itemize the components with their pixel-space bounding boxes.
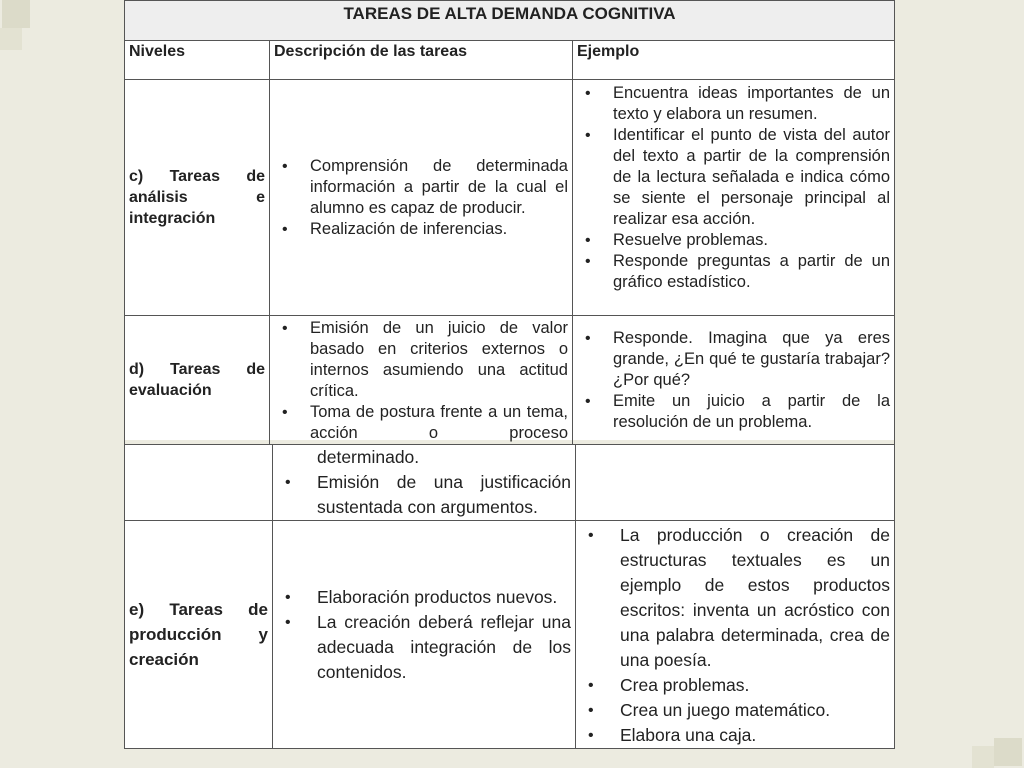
- list-item: • Crea un juego matemático.: [580, 698, 890, 723]
- table-row: [125, 80, 895, 316]
- level-line: análisis e: [129, 189, 265, 206]
- list-item: • Responde preguntas a partir de un gráfico estadístico.: [577, 251, 890, 293]
- description-cell-c: [270, 80, 573, 316]
- list-item: • La producción o creación de estructuras textuales es un ejemplo de estos productos escritos: inventa un acróstico con una palabra determinada, crea de una poesía.: [580, 523, 890, 673]
- description-cell-d-cont: [273, 445, 576, 521]
- header-ejemplo: Ejemplo: [573, 41, 895, 80]
- list-item: • Comprensión de determinada información a partir de la cual el alumno es capaz de producir.: [274, 156, 568, 219]
- list-item: • Encuentra ideas importantes de un texto y elabora un resumen.: [577, 83, 890, 125]
- table-title: TAREAS DE ALTA DEMANDA COGNITIVA: [125, 1, 895, 41]
- list-item: • Emisión de una justificación sustentada con argumentos.: [277, 470, 571, 520]
- corner-decoration: [994, 738, 1022, 766]
- cognitive-demand-table-continued: [124, 444, 895, 749]
- list-item: • Emisión de un juicio de valor basado en criterios externos o internos asumiendo una actitud crítica.: [274, 318, 568, 402]
- list-item: • Responde. Imagina que ya eres grande, ¿En qué te gustaría trabajar? ¿Por qué?: [577, 328, 890, 391]
- header-niveles: Niveles: [125, 41, 270, 80]
- description-cell-e: [273, 521, 576, 749]
- list-item: • Resuelve problemas.: [577, 230, 890, 251]
- level-line: producción y: [129, 625, 268, 644]
- table-row: [125, 445, 895, 521]
- level-cell-c: [125, 80, 270, 316]
- list-item: • Elaboración productos nuevos.: [277, 585, 571, 610]
- level-cell-d: [125, 316, 270, 445]
- level-label-c: [129, 166, 265, 229]
- level-cell-e: [125, 521, 273, 749]
- level-line: c) Tareas de: [129, 168, 265, 185]
- list-item: • Emite un juicio a partir de la resolución de un problema.: [577, 391, 890, 433]
- list-item: • Crea problemas.: [580, 673, 890, 698]
- description-cell-d: [270, 316, 573, 445]
- level-label-e: [129, 597, 268, 672]
- level-line: d) Tareas de: [129, 361, 265, 378]
- list-item: • Realización de inferencias.: [274, 219, 568, 240]
- example-cell-d-cont: [576, 445, 895, 521]
- table-row: [125, 316, 895, 445]
- list-item: • Elabora una caja.: [580, 723, 890, 748]
- list-item: • Toma de postura frente a un tema, acción o proceso: [274, 402, 568, 444]
- corner-decoration: [972, 746, 994, 768]
- example-cell-d: [573, 316, 895, 445]
- list-item-continued: determinado.: [317, 447, 420, 467]
- level-line: evaluación: [129, 382, 212, 399]
- level-line: e) Tareas de: [129, 600, 268, 619]
- table-page-1: [124, 0, 894, 440]
- level-line: creación: [129, 650, 199, 669]
- table-row: [125, 521, 895, 749]
- level-line: integración: [129, 210, 216, 227]
- table-page-2: [124, 444, 894, 749]
- example-cell-c: [573, 80, 895, 316]
- corner-decoration: [2, 0, 30, 28]
- header-descripcion: Descripción de las tareas: [270, 41, 573, 80]
- level-label-d: [129, 359, 265, 401]
- list-item: • La creación deberá reflejar una adecuada integración de los contenidos.: [277, 610, 571, 685]
- list-item: • Identificar el punto de vista del autor del texto a partir de la comprensión de la lectura señalada e indica cómo se siente el personaje principal al realizar esa acción.: [577, 125, 890, 230]
- corner-decoration: [0, 28, 22, 50]
- level-cell-d-cont: [125, 445, 273, 521]
- cognitive-demand-table: [124, 0, 895, 445]
- example-cell-e: [576, 521, 895, 749]
